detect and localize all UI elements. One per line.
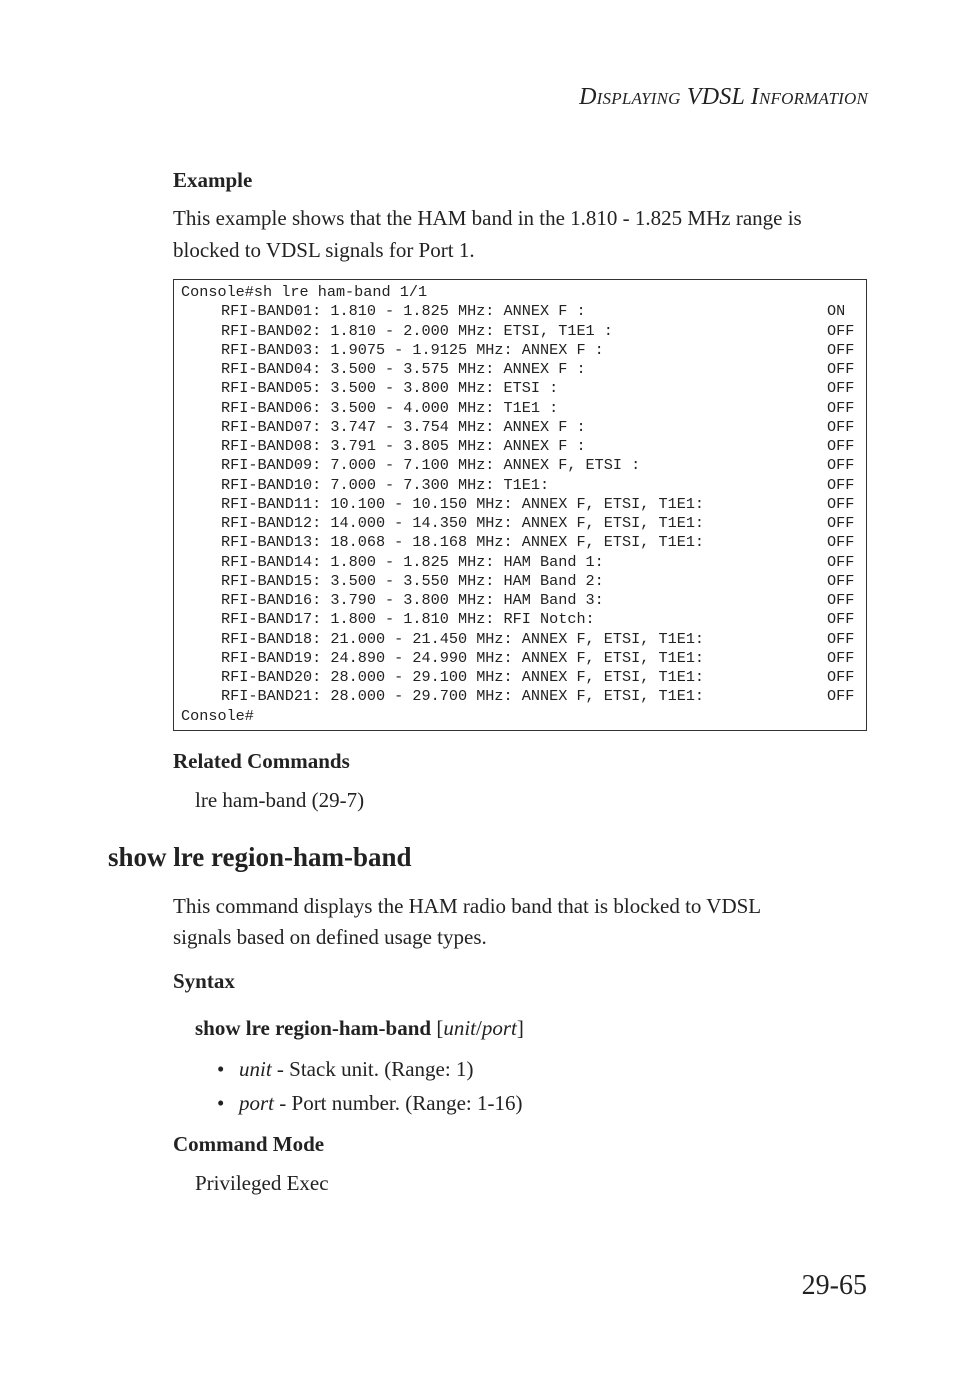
band-status: OFF — [827, 360, 855, 378]
band-text: RFI-BAND01: 1.810 - 1.825 MHz: ANNEX F : — [221, 302, 586, 321]
band-text: RFI-BAND07: 3.747 - 3.754 MHz: ANNEX F : — [221, 417, 586, 436]
band-text: RFI-BAND03: 1.9075 - 1.9125 MHz: ANNEX F : — [221, 340, 604, 359]
related-command-link[interactable]: lre ham-band (29-7) — [195, 788, 365, 812]
band-status: OFF — [827, 494, 855, 513]
band-status: OFF — [827, 379, 855, 398]
band-status: OFF — [827, 475, 855, 494]
bullet-icon: • — [217, 1091, 225, 1115]
band-status: OFF — [827, 668, 855, 686]
console-band-line — [181, 630, 866, 649]
example-text-line-1: This example shows that the HAM band in the 1.810 - 1.825 MHz range is — [173, 206, 802, 230]
band-status: OFF — [827, 340, 855, 359]
console-command-line: Console#sh lre ham-band 1/1 — [181, 283, 428, 301]
band-status: OFF — [827, 417, 855, 436]
console-end-prompt: Console# — [181, 706, 254, 725]
band-status: OFF — [827, 321, 855, 340]
band-text: RFI-BAND04: 3.500 - 3.575 MHz: ANNEX F : — [221, 360, 586, 378]
syntax-close-bracket: ] — [516, 1016, 524, 1040]
console-band-line — [181, 302, 866, 321]
band-text: RFI-BAND15: 3.500 - 3.550 MHz: HAM Band 2: — [221, 571, 604, 590]
console-band-line — [181, 379, 866, 398]
syntax-bullet-port: • port - Port number. (Range: 1-16) — [217, 1087, 522, 1119]
section-desc-line-2: signals based on defined usage types. — [173, 925, 487, 949]
console-band-line — [181, 572, 866, 591]
example-text-line-2: blocked to VDSL signals for Port 1. — [173, 238, 475, 262]
console-band-line — [181, 437, 866, 456]
syntax-line — [195, 1012, 524, 1044]
console-band-line — [181, 591, 866, 610]
console-band-line — [181, 610, 866, 629]
band-text: RFI-BAND08: 3.791 - 3.805 MHz: ANNEX F : — [221, 437, 586, 455]
band-status: OFF — [827, 533, 855, 552]
console-band-line — [181, 360, 866, 379]
band-text: RFI-BAND16: 3.790 - 3.800 MHz: HAM Band 3: — [221, 591, 604, 609]
band-status: OFF — [827, 648, 855, 667]
band-text: RFI-BAND17: 1.800 - 1.810 MHz: RFI Notch: — [221, 610, 595, 629]
band-status: OFF — [827, 398, 855, 417]
band-text: RFI-BAND05: 3.500 - 3.800 MHz: ETSI : — [221, 379, 559, 398]
band-text: RFI-BAND06: 3.500 - 4.000 MHz: T1E1 : — [221, 398, 559, 417]
page-number: 29-65 — [801, 1270, 867, 1301]
example-heading: Example — [173, 168, 253, 192]
console-band-line — [181, 533, 866, 552]
band-text: RFI-BAND18: 21.000 - 21.450 MHz: ANNEX F, ETSI, T1E1: — [221, 629, 705, 648]
console-band-line — [181, 553, 866, 572]
syntax-bullet-unit: • unit - Stack unit. (Range: 1) — [217, 1053, 473, 1085]
band-text: RFI-BAND12: 14.000 - 14.350 MHz: ANNEX F, ETSI, T1E1: — [221, 514, 705, 532]
band-text: RFI-BAND19: 24.890 - 24.990 MHz: ANNEX F, ETSI, T1E1: — [221, 648, 705, 667]
console-band-line — [181, 668, 866, 687]
syntax-command: show lre region-ham-band — [195, 1016, 432, 1040]
console-band-list — [181, 302, 866, 706]
running-header: DISPLAYING VDSL INFORMATION — [579, 84, 868, 110]
console-band-line — [181, 514, 866, 533]
band-status: OFF — [827, 629, 855, 648]
command-mode-value: Privileged Exec — [195, 1171, 329, 1195]
console-band-line — [181, 495, 866, 514]
band-text: RFI-BAND21: 28.000 - 29.700 MHz: ANNEX F, ETSI, T1E1: — [221, 687, 705, 706]
band-text: RFI-BAND13: 18.068 - 18.168 MHz: ANNEX F, ETSI, T1E1: — [221, 533, 705, 552]
console-output — [173, 279, 867, 731]
band-status: OFF — [827, 456, 855, 475]
band-status: OFF — [827, 514, 855, 532]
console-band-line — [181, 476, 866, 495]
console-band-line — [181, 418, 866, 437]
console-band-line — [181, 322, 866, 341]
syntax-slash: / — [476, 1016, 482, 1040]
band-status: OFF — [827, 552, 855, 571]
console-band-line — [181, 687, 866, 706]
syntax-arg-port: port — [481, 1016, 517, 1040]
syntax-open-bracket: [ — [431, 1016, 444, 1040]
band-text: RFI-BAND02: 1.810 - 2.000 MHz: ETSI, T1E1 : — [221, 321, 613, 340]
band-status: OFF — [827, 437, 855, 455]
section-desc-line-1: This command displays the HAM radio band that is blocked to VDSL — [173, 894, 762, 918]
band-status: ON — [827, 302, 846, 321]
band-status: OFF — [827, 687, 855, 706]
syntax-heading: Syntax — [173, 969, 235, 993]
console-band-line — [181, 649, 866, 668]
console-band-line — [181, 456, 866, 475]
bullet-icon: • — [217, 1057, 225, 1081]
band-text: RFI-BAND10: 7.000 - 7.300 MHz: T1E1: — [221, 475, 550, 494]
band-text: RFI-BAND20: 28.000 - 29.100 MHz: ANNEX F, ETSI, T1E1: — [221, 668, 705, 686]
related-commands-heading: Related Commands — [173, 749, 350, 773]
band-text: RFI-BAND14: 1.800 - 1.825 MHz: HAM Band 1: — [221, 552, 604, 571]
band-status: OFF — [827, 591, 855, 609]
band-status: OFF — [827, 610, 855, 629]
band-text: RFI-BAND09: 7.000 - 7.100 MHz: ANNEX F, ETSI : — [221, 456, 641, 475]
syntax-arg-unit: unit — [443, 1016, 477, 1040]
console-band-line — [181, 399, 866, 418]
command-mode-heading: Command Mode — [173, 1132, 325, 1156]
section-title: show lre region-ham-band — [108, 842, 412, 872]
band-status: OFF — [827, 571, 855, 590]
band-text: RFI-BAND11: 10.100 - 10.150 MHz: ANNEX F, ETSI, T1E1: — [221, 494, 705, 513]
console-band-line — [181, 341, 866, 360]
